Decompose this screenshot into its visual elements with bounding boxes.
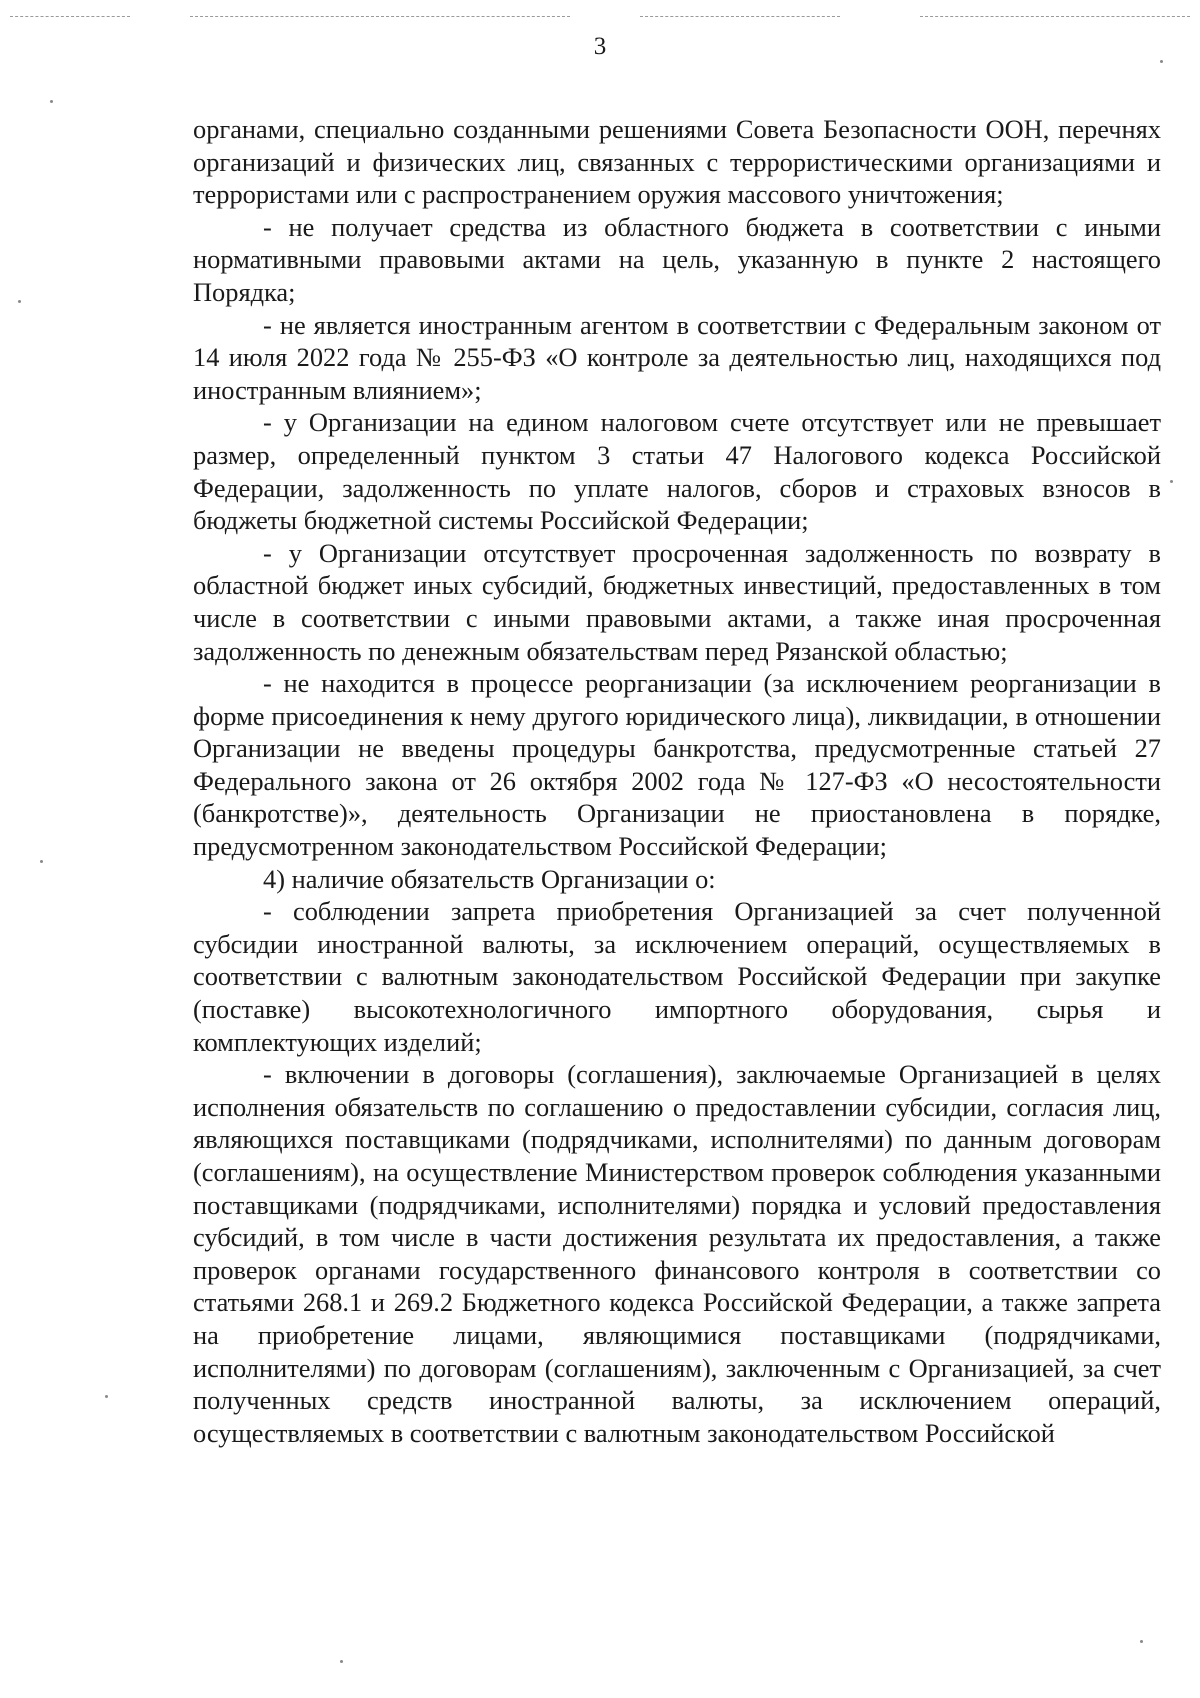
scan-speck: [50, 100, 53, 103]
page-number: 3: [593, 33, 607, 60]
paragraph-sanctions-lists: органами, специально созданными решениями Совета Безопасности ООН, перечнях организаций и физических лиц, связанных с террористическими организациями и террористами или с распространением оружия массового уничтожения;: [193, 114, 1161, 210]
paragraph-not-foreign-agent: - не является иностранным агентом в соответствии с Федеральным законом от 14 июля 2022 года № 255-ФЗ «О контроле за деятельностью лиц, находящихся под иностранным влиянием»;: [193, 309, 1161, 405]
paragraph-obligations-heading: 4) наличие обязательств Организации о:: [263, 863, 716, 894]
paragraph-no-regional-funds: - не получает средства из областного бюджета в соответствии с иными нормативными правовыми актами на цель, указанную в пункте 2 настоящего Порядка;: [193, 211, 1161, 307]
document-body: [193, 113, 1161, 1449]
paragraph-contract-consent: - включении в договоры (соглашения), заключаемые Организацией в целях исполнения обязательств по соглашению о предоставлении субсидии, согласия лиц, являющихся поставщиками (подрядчиками, исполнителями) по данным договорам (соглашениям), на осуществление Министерством проверок соблюдения указанными поставщиками (подрядчиками, исполнителями) порядка и условий предоставления субсидий, в том числе в части достижения результата их предоставления, а также проверок органами государственного финансового контроля в соответствии со статьями 268.1 и 269.2 Бюджетного кодекса Российской Федерации, а также запрета на приобретение лицами, являющимися поставщиками (подрядчиками, исполнителями) по договорам (соглашениям), заключенным с Организацией, за счет полученных средств иностранной валюты, за исключением операций, осуществляемых в соответствии с валютным законодательством Российской: [193, 1059, 1161, 1448]
scan-edge-mark: [640, 16, 840, 17]
scan-edge-mark: [920, 16, 1190, 17]
scan-speck: [1140, 1640, 1143, 1643]
paragraph-no-reorganization: - не находится в процессе реорганизации (за исключением реорганизации в форме присоединения к нему другого юридического лица), ликвидации, в отношении Организации не введены процедуры банкротства, предусмотренные статьей 27 Федерального закона от 26 октября 2002 года № 127-ФЗ «О несостоятельности (банкротстве)», деятельность Организации не приостановлена в порядке, предусмотренном законодательством Российской Федерации;: [193, 668, 1161, 862]
scan-speck: [40, 860, 43, 863]
paragraph-currency-ban: - соблюдении запрета приобретения Организацией за счет полученной субсидии иностранной валюты, за исключением операций, осуществляемых в соответствии с валютным законодательством Российской Федерации при закупке (поставке) высокотехнологичного импортного оборудования, сырья и комплектующих изделий;: [193, 896, 1161, 1057]
scan-edge-mark: [190, 16, 570, 17]
scan-speck: [1170, 480, 1173, 483]
scan-speck: [1160, 60, 1163, 63]
scan-speck: [18, 300, 21, 303]
scan-speck: [340, 1660, 343, 1663]
scan-speck: [105, 1395, 108, 1398]
scan-edge-mark: [10, 16, 130, 17]
paragraph-overdue-debt: - у Организации отсутствует просроченная задолженность по возврату в областной бюджет иных субсидий, бюджетных инвестиций, предоставленных в том числе в соответствии с иными правовыми актами, а также иная просроченная задолженность по денежным обязательствам перед Рязанской областью;: [193, 537, 1161, 666]
paragraph-tax-debt: - у Организации на едином налоговом счете отсутствует или не превышает размер, определенный пунктом 3 статьи 47 Налогового кодекса Российской Федерации, задолженность по уплате налогов, сборов и страховых взносов в бюджеты бюджетной системы Российской Федерации;: [193, 407, 1161, 536]
